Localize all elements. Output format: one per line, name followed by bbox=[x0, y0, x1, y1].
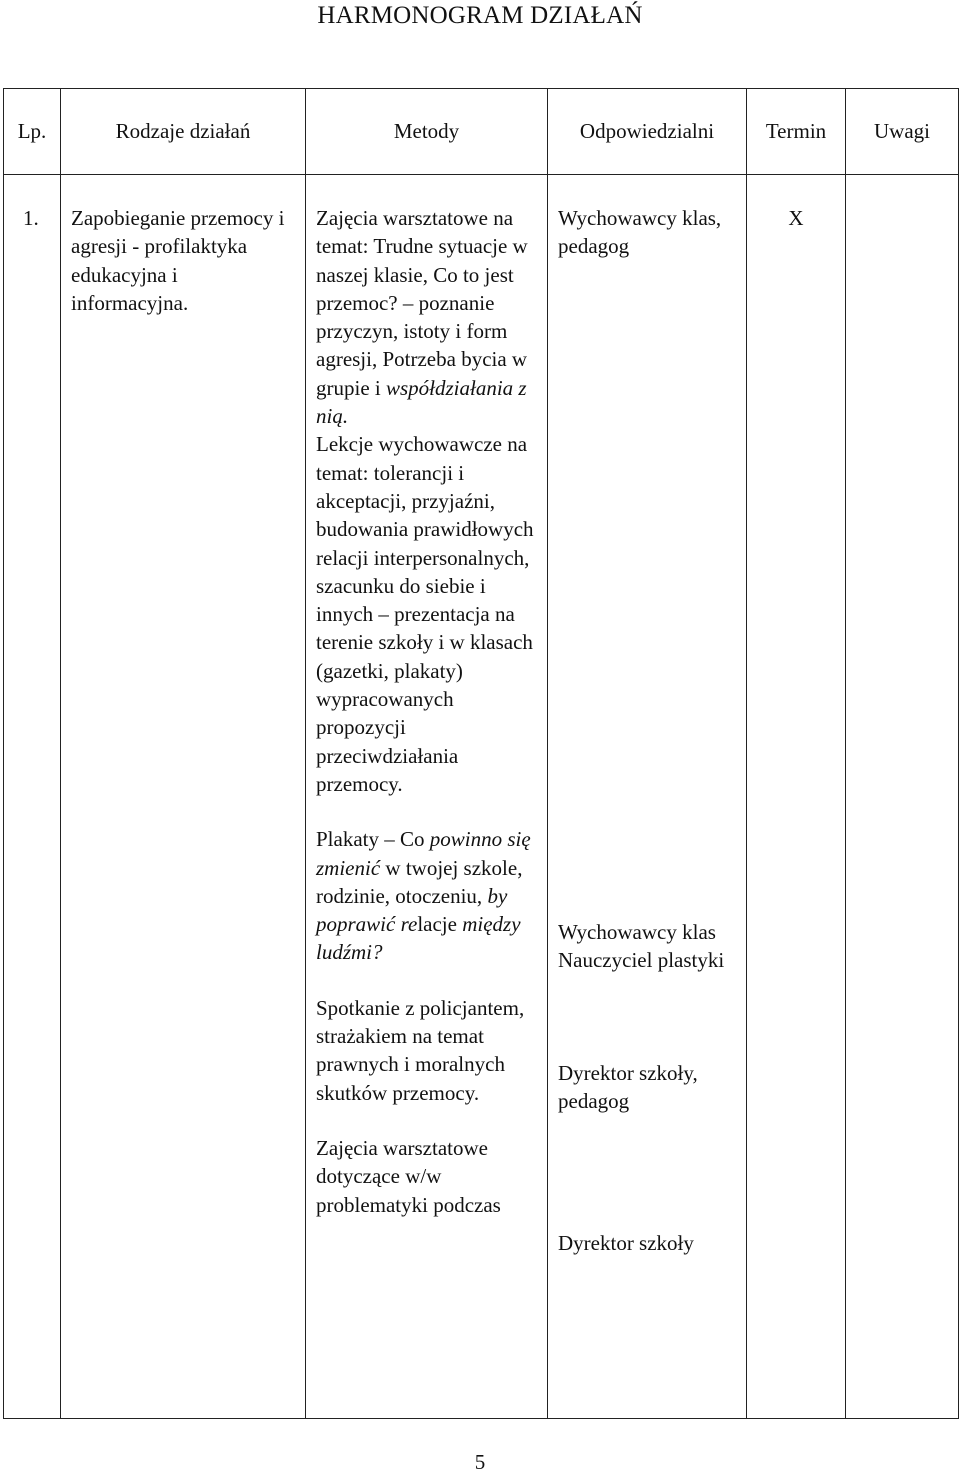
odpowiedzialni-3: Dyrektor szkoły, pedagog bbox=[558, 1061, 698, 1114]
odpowiedzialni-1: Wychowawcy klas, pedagog bbox=[558, 206, 722, 259]
metoda-spotkanie: Spotkanie z policjantem, strażakiem na temat prawnych i moralnych skutków przemocy. bbox=[316, 995, 525, 1105]
odpowiedzialni-4: Dyrektor szkoły bbox=[558, 1230, 694, 1255]
metoda-warsztaty-italic: współdziałania z nią. bbox=[316, 375, 527, 429]
row-uwagi-cell bbox=[846, 175, 959, 1419]
plakaty-text-3: lacje bbox=[417, 912, 463, 937]
plakaty-text-1: Plakaty – Co bbox=[316, 827, 430, 852]
table-header-row bbox=[4, 89, 959, 175]
odpowiedzialni-list bbox=[548, 175, 746, 1257]
metoda-lekcje-wychowawcze: Lekcje wychowawcze na temat: tolerancji i akceptacji, przyjaźni, budowania prawidłowych relacji interpersonalnych, szacunku do siebie i innych – prezentacja na terenie szkoły i w klasach (gazetki, plakaty) wypracowanych propozycji przeciwdziałania przemocy. bbox=[316, 432, 534, 796]
plakaty-text-2: w twojej szkole, rodzinie, otoczeniu, bbox=[316, 855, 523, 908]
row-lp: 1. bbox=[23, 206, 39, 230]
row-termin-cell bbox=[747, 175, 846, 1419]
table-row bbox=[4, 175, 959, 1419]
plakaty-italic-3: między ludźmi? bbox=[316, 912, 521, 965]
row-uwagi bbox=[846, 175, 958, 204]
header-rodzaje-dzialan: Rodzaje działań bbox=[61, 89, 306, 175]
plakaty-italic-2: by poprawić re bbox=[316, 883, 508, 937]
header-termin: Termin bbox=[747, 89, 846, 175]
plakaty-italic-1: powinno się zmienić bbox=[316, 827, 531, 880]
header-odpowiedzialni: Odpowiedzialni bbox=[548, 89, 747, 175]
row-odpowiedzialni-cell bbox=[548, 175, 747, 1419]
header-metody: Metody bbox=[306, 89, 548, 175]
metoda-warsztaty bbox=[316, 204, 537, 430]
schedule-table bbox=[3, 88, 959, 1419]
row-termin: X bbox=[788, 206, 804, 230]
metoda-plakaty bbox=[316, 825, 537, 966]
metody-list bbox=[306, 175, 547, 1219]
metoda-warsztaty-text: Zajęcia warsztatowe na temat: Trudne sytuacje w naszej klasie, Co to jest przemoc? – poznanie przyczyn, istoty i form agresji, Potrzeba bycia w grupie i bbox=[316, 206, 528, 400]
odpowiedzialni-2: Wychowawcy klas Nauczyciel plastyki bbox=[558, 919, 725, 972]
header-lp: Lp. bbox=[4, 89, 61, 175]
row-rodzaje-cell bbox=[61, 175, 306, 1419]
row-lp-cell bbox=[4, 175, 61, 1419]
metoda-zajecia-warsztatowe: Zajęcia warsztatowe dotyczące w/w problematyki podczas bbox=[316, 1135, 501, 1217]
row-rodzaje: Zapobieganie przemocy i agresji - profilaktyka edukacyjna i informacyjna. bbox=[71, 206, 285, 315]
document-title: HARMONOGRAM DZIAŁAŃ bbox=[317, 2, 643, 29]
header-uwagi: Uwagi bbox=[846, 89, 959, 175]
row-metody-cell bbox=[306, 175, 548, 1419]
page-number: 5 bbox=[474, 1450, 486, 1474]
